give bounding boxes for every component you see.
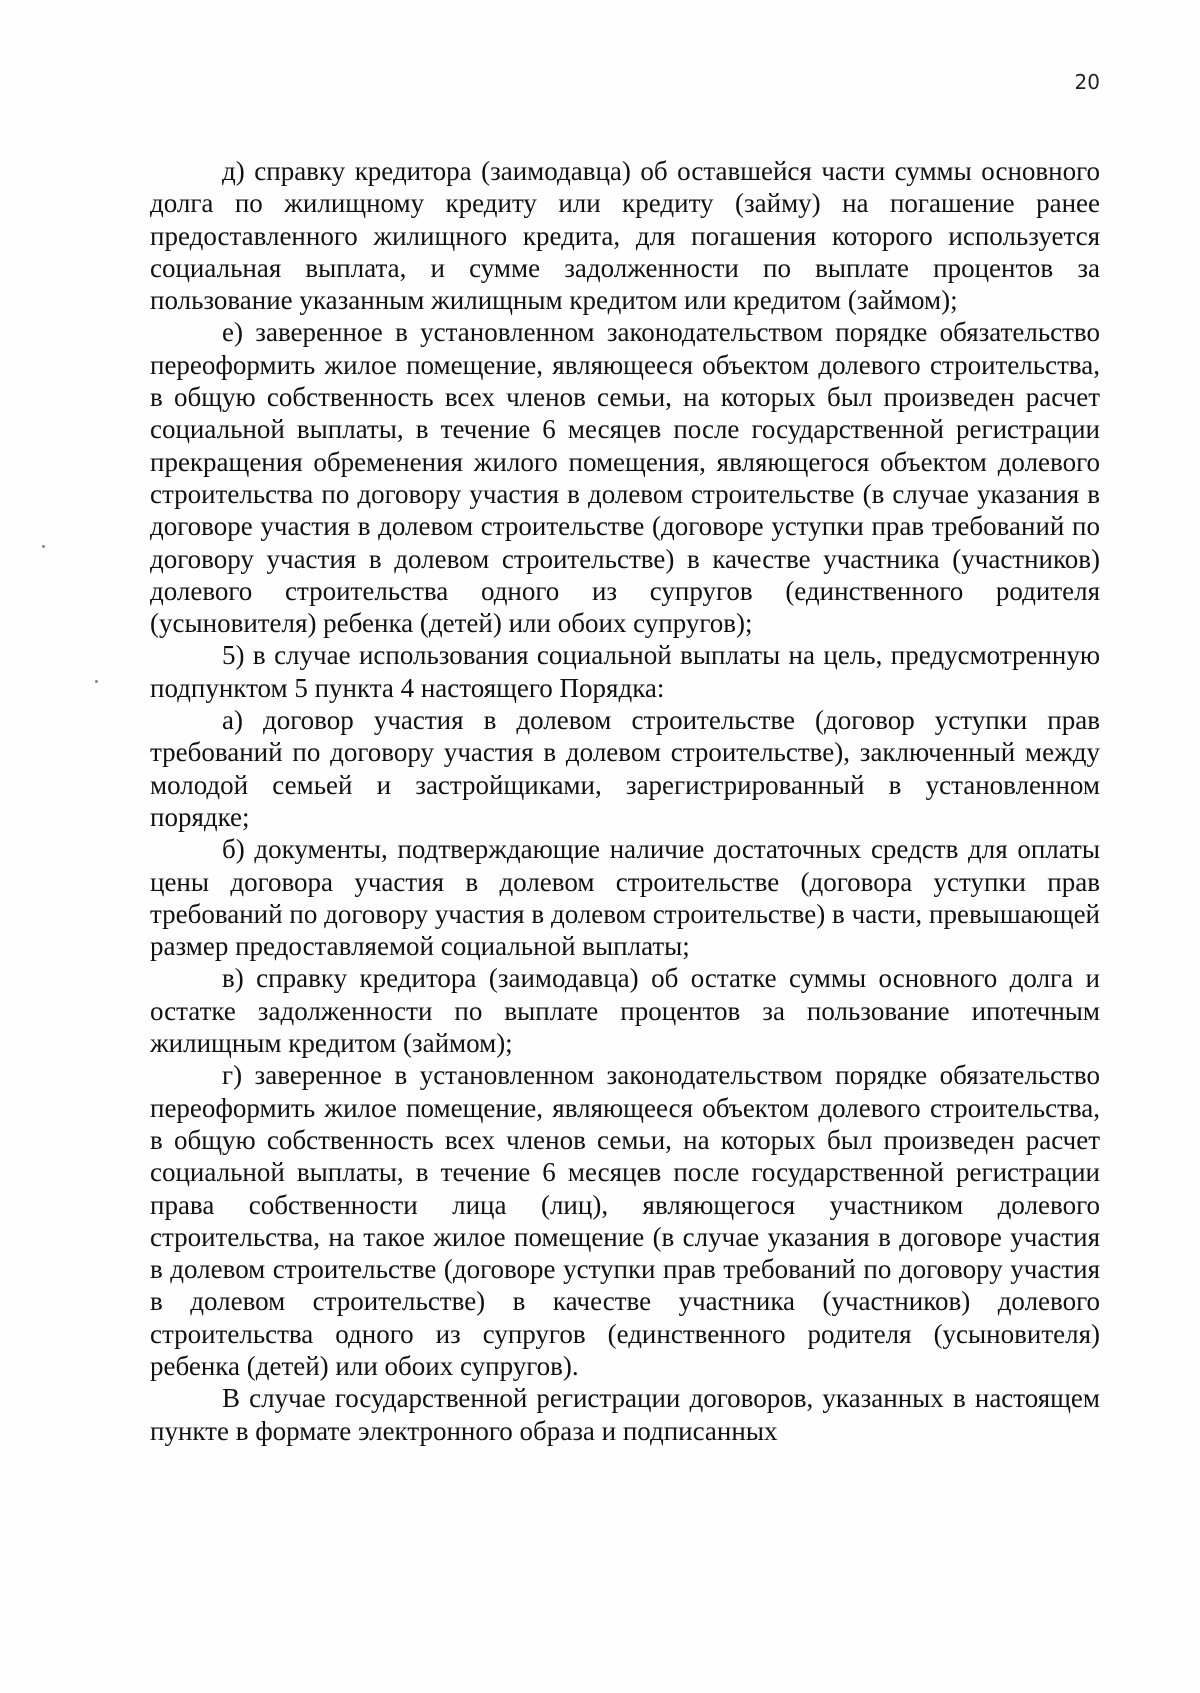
page-number: 20 (1074, 70, 1100, 94)
scan-speck (95, 680, 98, 683)
document-body (150, 155, 1100, 1447)
paragraph-closing: В случае государственной регистрации договоров, указанных в настоящем пункте в формате электронного образа и подписанных (150, 1383, 1100, 1446)
paragraph-d: д) справку кредитора (заимодавца) об оставшейся части суммы основного долга по жилищному кредиту или кредиту (займу) на погашение ранее предоставленного жилищного кредита, для погашения которого используется социальная выплата, и сумме задолженности по выплате процентов за пользование указанным жилищным кредитом или кредитом (займом); (150, 156, 1100, 316)
paragraph-e: е) заверенное в установленном законодательством порядке обязательство переоформить жилое помещение, являющееся объектом долевого строительства, в общую собственность всех членов семьи, на которых был произведен расчет социальной выплаты, в течение 6 месяцев после государственной регистрации прекращения обременения жилого помещения, являющегося объектом долевого строительства по договору участия в долевом строительстве (в случае указания в договоре участия в долевом строительстве (договоре уступки прав требований по договору участия в долевом строительстве) в качестве участника (участников) долевого строительства одного из супругов (единственного родителя (усыновителя) ребенка (детей) или обоих супругов); (150, 317, 1100, 639)
paragraph-b: б) документы, подтверждающие наличие достаточных средств для оплаты цены договора участия в долевом строительстве (договора уступки прав требований по договору участия в долевом строительстве) в части, превышающей размер предоставляемой социальной выплаты; (150, 834, 1100, 962)
paragraph-a: а) договор участия в долевом строительстве (договор уступки прав требований по договору участия в долевом строительстве), заключенный между молодой семьей и застройщиками, зарегистрированный в установленном порядке; (150, 705, 1100, 832)
paragraph-g: г) заверенное в установленном законодательством порядке обязательство переоформить жилое помещение, являющееся объектом долевого строительства, в общую собственность всех членов семьи, на которых был произведен расчет социальной выплаты, в течение 6 месяцев после государственной регистрации права собственности лица (лиц), являющегося участником долевого строительства, на такое жилое помещение (в случае указания в договоре участия в долевом строительстве (договоре уступки прав требований по договору участия в долевом строительстве) в качестве участника (участников) долевого строительства одного из супругов (единственного родителя (усыновителя) ребенка (детей) или обоих супругов). (150, 1060, 1100, 1381)
paragraph-v: в) справку кредитора (заимодавца) об остатке суммы основного долга и остатке задолженности по выплате процентов за пользование ипотечным жилищным кредитом (займом); (150, 963, 1100, 1059)
scan-speck (42, 545, 45, 548)
paragraph-5: 5) в случае использования социальной выплаты на цель, предусмотренную подпунктом 5 пункта 4 настоящего Порядка: (150, 640, 1100, 703)
